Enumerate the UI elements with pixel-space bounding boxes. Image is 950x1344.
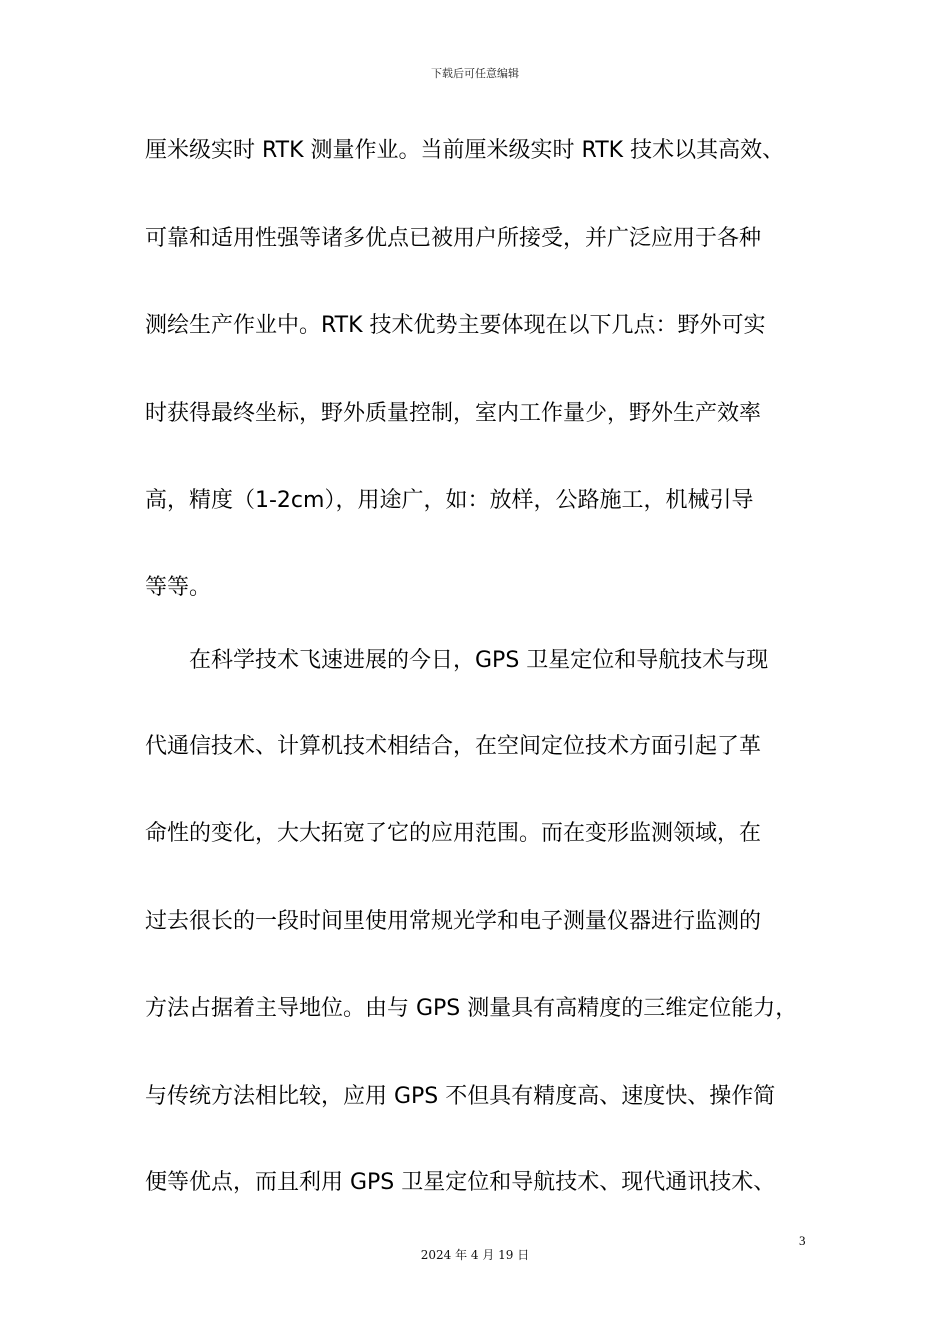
page-header: 下载后可任意编辑 [431, 67, 519, 80]
body-line: 命性的变化，大大拓宽了它的应用范围。而在变形监测领域，在 [145, 821, 762, 846]
body-line: 与传统方法相比较，应用 GPS 不但具有精度高、速度快、操作简 [145, 1084, 776, 1109]
body-line: 便等优点，而且利用 GPS 卫星定位和导航技术、现代通讯技术、 [145, 1170, 776, 1195]
body-line: 在科学技术飞速进展的今日，GPS 卫星定位和导航技术与现 [145, 648, 769, 673]
body-line: 代通信技术、计算机技术相结合，在空间定位技术方面引起了革 [145, 734, 762, 759]
body-line: 等等。 [145, 575, 212, 600]
body-line: 时获得最终坐标，野外质量控制，室内工作量少，野外生产效率 [145, 401, 762, 426]
footer-date: 2024 年 4 月 19 日 [420, 1248, 530, 1262]
body-line: 方法占据着主导地位。由与 GPS 测量具有高精度的三维定位能力， [145, 996, 798, 1021]
page-number: 3 [799, 1233, 806, 1248]
body-line: 测绘生产作业中。RTK 技术优势主要体现在以下几点：野外可实 [145, 313, 766, 338]
body-line: 厘米级实时 RTK 测量作业。当前厘米级实时 RTK 技术以其高效、 [145, 138, 785, 163]
body-line: 过去很长的一段时间里使用常规光学和电子测量仪器进行监测的 [145, 909, 762, 934]
body-line: 高，精度（1-2cm），用途广，如：放样，公路施工，机械引导 [145, 488, 754, 513]
body-line: 可靠和适用性强等诸多优点已被用户所接受，并广泛应用于各种 [145, 226, 762, 251]
